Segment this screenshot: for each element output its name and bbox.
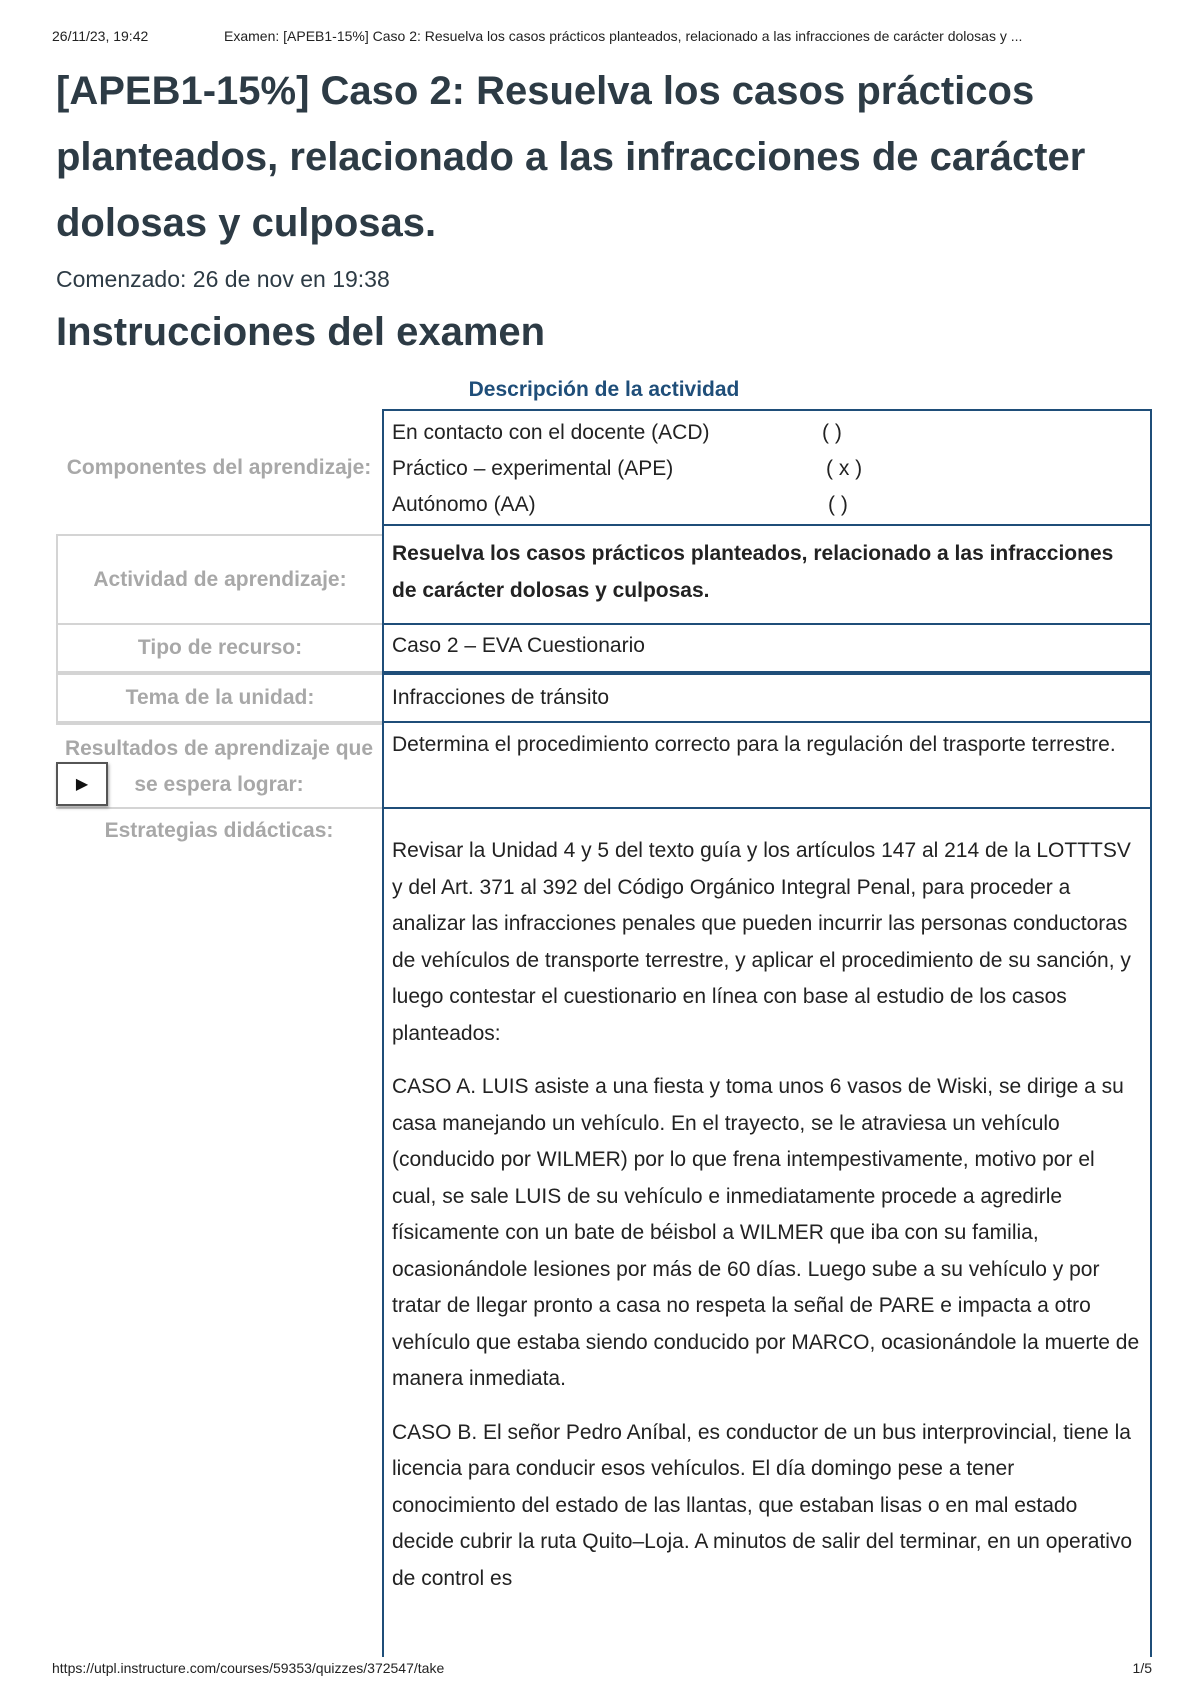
case-a-paragraph: CASO A. LUIS asiste a una fiesta y toma unos 6 vasos de Wiski, se dirige a su casa manejando un vehículo. En el trayecto, se le atraviesa un vehículo (conducido por WILMER) por lo que frena intempestivamente, motivo por el cual, se sale LUIS de su vehículo e inmediatamente procede a agredirle físicamente con un bate de béisbol a WILMER que iba con su familia, ocasionándole lesiones por más de 60 días. Luego sube a su vehículo y por tratar de llegar pronto a casa no respeta la señal de PARE e impacta a otro vehículo que estaba siendo conducido por MARCO, ocasionándole la muerte de manera inmediata. (392, 1075, 1140, 1390)
page-url: https://utpl.instructure.com/courses/59353/quizzes/372547/take (52, 1660, 445, 1676)
table-row-resource-type (56, 623, 1152, 673)
quiz-title: [APEB1-15%] Caso 2: Resuelva los casos prácticos planteados, relacionado a las infracciones de carácter dolosas y culposas. (56, 69, 1086, 245)
print-document-title: Examen: [APEB1-15%] Caso 2: Resuelva los casos prácticos planteados, relacionado a las infracciones de carácter dolosas y ... (224, 28, 1023, 44)
table-row-activity (56, 534, 1152, 625)
strategies-paragraph: Revisar la Unidad 4 y 5 del texto guía y los artículos 147 al 214 de la LOTTTSV y del Art. 371 al 392 del Código Orgánico Integral Penal, para proceder a analizar las infracciones penales que pueden incurrir las personas conductoras de vehículos de transporte terrestre, y aplicar el procedimiento de su sanción, y luego contestar el cuestionario en línea con base al estudio de los casos planteados: (392, 839, 1131, 1045)
component-name: Autónomo (AA) (392, 493, 536, 516)
learning-outcomes-cell: Determina el procedimiento correcto para la regulación del trasporte terrestre. (382, 723, 1152, 809)
learning-outcomes-label: Resultados de aprendizaje que se espera lograr: (56, 723, 382, 809)
instructions-heading: Instrucciones del examen (56, 310, 546, 354)
component-mark: ( x ) (826, 457, 863, 480)
component-name: Práctico – experimental (APE) (392, 457, 674, 480)
strategies-label: Estrategias didácticas: (56, 807, 382, 847)
print-header (52, 28, 1152, 48)
play-icon: ▶ (75, 776, 89, 793)
print-datetime: 26/11/23, 19:42 (52, 28, 149, 44)
component-name: En contacto con el docente (ACD) (392, 421, 710, 444)
component-mark: ( ) (828, 493, 848, 516)
activity-table-caption: Descripción de la actividad (468, 378, 740, 401)
component-mark: ( ) (822, 421, 842, 444)
activity-label: Actividad de aprendizaje: (56, 534, 382, 625)
unit-topic-label: Tema de la unidad: (56, 673, 382, 723)
resource-type-label: Tipo de recurso: (56, 623, 382, 673)
resource-type-cell: Caso 2 – EVA Cuestionario (382, 623, 1152, 673)
components-label: Componentes del aprendizaje: (66, 455, 372, 479)
strategies-cell (382, 807, 1152, 1657)
table-row-unit-topic (56, 673, 1152, 723)
case-b-paragraph: CASO B. El señor Pedro Aníbal, es conductor de un bus interprovincial, tiene la licencia para conducir esos vehículos. El día domingo pese a tener conocimiento del estado de las llantas, que estaban lisas o en mal estado decide cubrir la ruta Quito–Loja. A minutos de salir del terminar, en un operativo de control es (392, 1420, 1133, 1590)
table-row-components (56, 409, 1152, 526)
table-row-learning-outcomes (56, 723, 1152, 809)
component-item (392, 451, 1142, 487)
started-timestamp: Comenzado: 26 de nov en 19:38 (56, 266, 390, 292)
activity-cell: Resuelva los casos prácticos planteados, relacionado a las infracciones de carácter dolosas y culposas. (382, 526, 1152, 625)
play-button[interactable] (56, 762, 108, 806)
component-item (392, 487, 1142, 523)
print-footer (52, 1660, 1152, 1680)
table-row-strategies (56, 807, 1152, 1657)
component-item (392, 415, 1142, 451)
page-number: 1/5 (1132, 1660, 1152, 1676)
unit-topic-cell: Infracciones de tránsito (382, 673, 1152, 723)
components-cell (382, 409, 1152, 526)
